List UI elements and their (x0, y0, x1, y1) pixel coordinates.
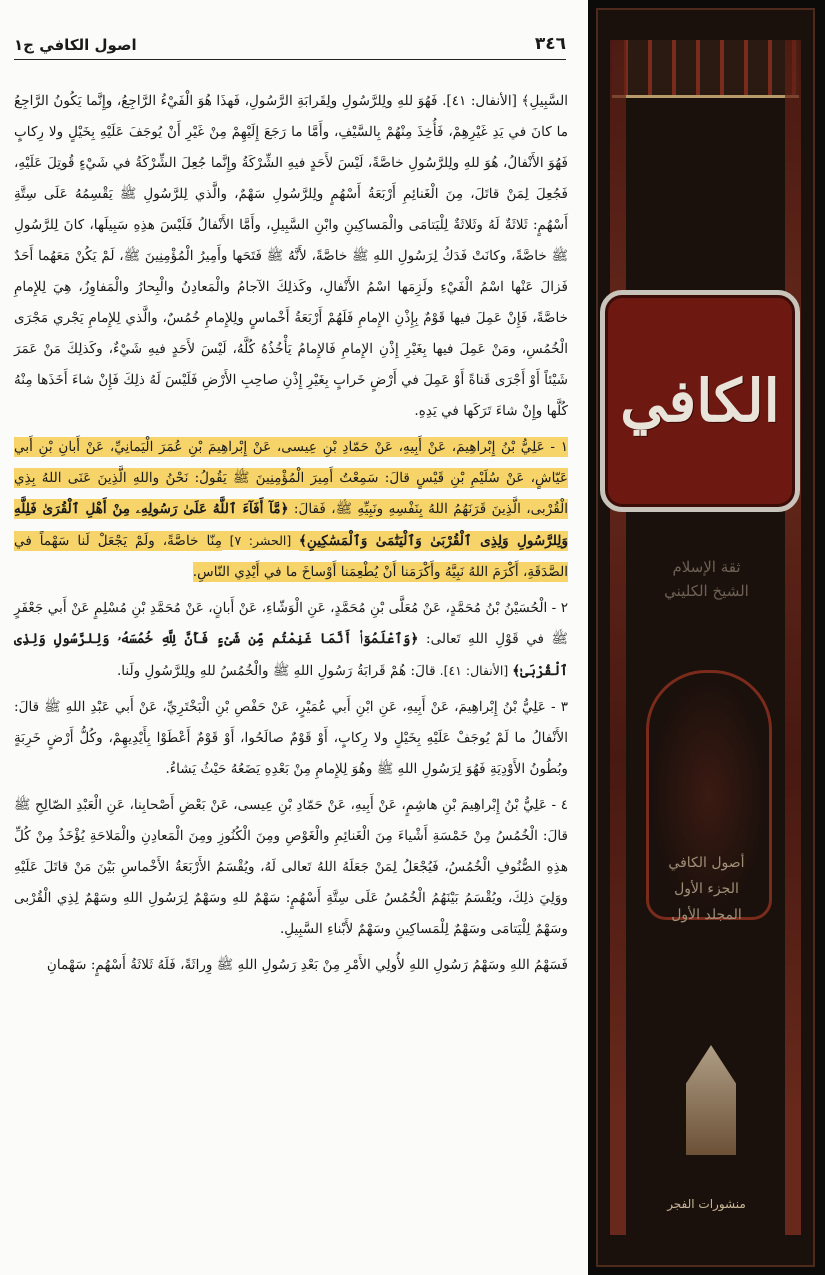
cover-ornament-band (612, 40, 799, 98)
cover-volume-line-2: الجزء الأول (674, 881, 739, 897)
cover-volume-line-1: أصول الكافي (668, 855, 745, 871)
cover-ornament-left (610, 40, 626, 1235)
cover-volume-label (658, 850, 755, 928)
page-body (14, 86, 568, 986)
hadith-1-text: مِنّا خاصَّةً، ولَمْ يَجْعَلْ لَنا سَهْماً في الصَّدَقَةِ، أَكْرَمَ اللهُ نَبِيَّهُ وأَكْرَمَنا أَنْ يُطْعِمَنا أَوْساخَ ما في أَيْدِي النّاسِ. (14, 533, 568, 580)
cover-title-plate (600, 290, 800, 512)
hadith-2 (14, 593, 568, 687)
cover-ornament-right (785, 40, 801, 1235)
hadith-2-text: قالَ: هُمْ قَرابَةُ رَسُولِ اللهِ ﷺ والْخُمُسُ للهِ ولِلرَّسُولِ ولَنا. (116, 663, 436, 679)
hadith-4: ٤ - عَلِيُّ بْنُ إِبْراهِيمَ بْنِ هاشِمٍ، عَنْ أَبِيهِ، عَنْ حَمّادِ بْنِ عِيسى، عَنْ بَعْضِ أَصْحابِنا، عَنِ الْعَبْدِ الصّالِحِ ﷺ قالَ: الْخُمُسُ مِنْ خَمْسَةِ أَشْياءَ مِنَ الْغَنائِمِ والْغَوْصِ ومِنَ الْكُنُوزِ ومِنَ الْمَعادِنِ والْمَلاحَةِ يُؤْخَذُ مِنْ كُلِّ هذِهِ الصُّنُوفِ الْخُمُسُ، فَيُجْعَلُ لِمَنْ جَعَلَهُ اللهُ تَعالى لَهُ، ويُقْسَمُ الأَرْبَعَةُ الأَخْماسِ بَيْنَ مَنْ قاتَلَ عَلَيْهِ ووَلِيَ ذلِكَ، ويُقْسَمُ بَيْنَهُمُ الْخُمُسُ عَلَى سِتَّةِ أَسْهُمٍ: سَهْمٌ للهِ وسَهْمٌ لِرَسُولِ اللهِ وسَهْمٌ لِذِي الْقُرْبى وسَهْمٌ لِلْيَتامَى وسَهْمٌ لِلْمَساكِينِ وسَهْمٌ لأَبْناءِ السَّبِيلِ. (14, 797, 569, 937)
cover-author-line-1: ثقة الإسلام (672, 558, 741, 576)
cover-publisher: منشورات الفجر (667, 1197, 746, 1211)
page-number: ٣٤٦ (534, 34, 566, 54)
cover-volume-line-3: المجلد الأول (671, 907, 742, 923)
hadith-2-quran-verse: ﴿وَٱعْلَمُوٓا۟ أَنَّمَا غَنِمْتُم مِّن شَىْءٍ فَأَنَّ لِلَّهِ خُمُسَهُۥ وَلِلرَّسُولِ وَلِذِى ٱلْقُرْبَىٰ﴾ (14, 631, 568, 679)
running-header (14, 26, 566, 60)
cover-title: الكافي (620, 367, 780, 435)
closing-paragraph: فَسَهْمُ اللهِ وسَهْمُ رَسُولِ اللهِ لأُولِي الأَمْرِ مِنْ بَعْدِ رَسُولِ اللهِ ﷺ وِراثَةً، فَلَهُ ثَلاثَةُ أَسْهُمٍ: سَهْمانِ (46, 957, 568, 973)
hadith-1-chain: ١ - عَلِيُّ بْنُ إِبْراهِيمَ، عَنْ أَبِيهِ، عَنْ حَمّادِ بْنِ عِيسى، عَنْ إِبْراهِيمَ بْنِ عُمَرَ الْيَمانِيِّ، عَنْ أَبانِ بْنِ أَبي عَيّاشٍ، عَنْ سُلَيْمِ بْنِ قَيْسٍ قالَ: سَمِعْتُ أَمِيرَ الْمُؤْمِنِينَ ﷺ يَقُولُ: نَحْنُ واللهِ الَّذِينَ عَنَى اللهُ بِذِي الْقُرْبى، الَّذِينَ قَرَنَهُمُ اللهُ بِنَفْسِهِ ونَبِيِّهِ ﷺ، فَقالَ: (14, 439, 568, 517)
running-book-title: اصول الكافي ج١ (14, 36, 137, 54)
book-cover-image (588, 0, 825, 1275)
hadith-2-verse-ref: [الأنفال: ٤١]. (435, 663, 513, 678)
hadith-3: ٣ - عَلِيُّ بْنُ إِبْراهِيمَ، عَنْ أَبِيهِ، عَنِ ابْنِ أَبي عُمَيْرٍ، عَنْ حَفْصِ بْنِ الْبَخْتَرِيِّ، عَنْ أَبي عَبْدِ اللهِ ﷺ قالَ: الأَنْفالُ ما لَمْ يُوجَفْ عَلَيْهِ بِخَيْلٍ ولا رِكابٍ، أَوْ قَوْمٌ صالَحُوا، أَوْ قَوْمٌ أَعْطَوْا بِأَيْدِيهِمْ، وكُلُّ أَرْضٍ خَرِبَةٍ وبُطُونُ الأَوْدِيَةِ فَهُوَ لِرَسُولِ اللهِ ﷺ وهُوَ لِلإِمامِ مِنْ بَعْدِهِ يَضَعُهُ حَيْثُ يَشاءُ. (14, 699, 568, 777)
cover-author-line-2: الشيخ الكليني (664, 582, 749, 600)
hadith-1-verse-ref: [الحشر: ٧] (221, 533, 299, 548)
intro-paragraph: السَّبِيلِ﴾ [الأنفال: ٤١]. فَهُوَ للهِ ولِلرَّسُولِ ولِقَرابَةِ الرَّسُولِ، فَهذَا هُوَ الْفَيْءُ الرَّاجِعُ، وإِنَّما يَكُونُ الرَّاجِعُ ما كانَ في يَدِ غَيْرِهِمْ، فَأُخِذَ مِنْهُمْ بِالسَّيْفِ، وأَمَّا ما رَجَعَ إِلَيْهِمْ مِنْ غَيْرِ أَنْ يُوجَفَ عَلَيْهِ بِخَيْلٍ ولا رِكابٍ فَهُوَ الأَنْفالُ، هُوَ للهِ ولِلرَّسُولِ خاصَّةً، لَيْسَ لأَحَدٍ فيهِ الشِّرْكَةُ وإِنَّما جُعِلَ الشِّرْكَةُ في شَيْءٍ قُوتِلَ عَلَيْهِ، فَجُعِلَ لِمَنْ قاتَلَ، مِنَ الْغَنائِمِ أَرْبَعَةُ أَسْهُمٍ ولِلرَّسُولِ سَهْمٌ، والَّذي لِلرَّسُولِ ﷺ يَقْسِمُهُ عَلَى سِتَّةِ أَسْهُمٍ: ثَلاثَةٌ لَهُ وثَلاثَةٌ لِلْيَتامَى والْمَساكِينِ وابْنِ السَّبِيلِ، وأَمَّا الأَنْفالُ فَلَيْسَ هذِهِ سَبِيلَها، كانَ لِلرَّسُولِ ﷺ خاصَّةً، وكانَتْ فَدَكُ لِرَسُولِ اللهِ ﷺ خاصَّةً، لأَنَّهُ ﷺ فَتَحَها وأَمِيرُ الْمُؤْمِنِينَ ﷺ، لَمْ يَكُنْ مَعَهُما أَحَدٌ فَزالَ عَنْها اسْمُ الْفَيْءِ ولَزِمَها اسْمُ الأَنْفالِ، وكَذلِكَ الآجامُ والْمَعادِنُ والْبِحارُ والْمَفاوِزُ، هِيَ لِلإِمامِ خاصَّةً، فَإِنْ عَمِلَ فيها قَوْمٌ بِإِذْنِ الإِمامِ فَلَهُمْ أَرْبَعَةُ أَخْماسٍ ولِلإِمامِ خُمُسٌ، والَّذي لِلإِمامِ يَجْري مَجْرَى الْخُمُسِ، ومَنْ عَمِلَ فيها بِغَيْرِ إِذْنِ الإِمامِ فَالإِمامُ يَأْخُذُهُ كُلَّهُ، لَيْسَ لأَحَدٍ فيهِ شَيْءٌ، وكَذلِكَ مَنْ عَمَرَ شَيْئاً أَوْ أَجْرَى قَناةً أَوْ عَمِلَ في أَرْضٍ خَرابٍ بِغَيْرِ إِذْنِ صاحِبِ الأَرْضِ فَلَيْسَ لَهُ ذلِكَ فَإِنْ شاءَ أَخَذَها مِنْهُ كُلَّها وإِنْ شاءَ تَرَكَها في يَدِهِ. (14, 93, 568, 419)
hadith-2-chain: ٢ - الْحُسَيْنُ بْنُ مُحَمَّدٍ، عَنْ مُعَلَّى بْنِ مُحَمَّدٍ، عَنِ الْوَشّاءِ، عَنْ أَبانٍ، عَنْ مُحَمَّدِ بْنِ مُسْلِمٍ عَنْ أَبي جَعْفَرٍ ﷺ في قَوْلِ اللهِ تَعالى: (14, 600, 568, 647)
hadith-1-highlighted (14, 432, 568, 588)
hadith-1-quran-verse: ﴿مَّآ أَفَآءَ ٱللَّهُ عَلَىٰ رَسُولِهِۦ مِنْ أَهْلِ ٱلْقُرَىٰ فَلِلَّهِ وَلِلرَّسُولِ وَلِذِى ٱلْقُرْبَىٰ وَٱلْيَتَٰمَىٰ وَٱلْمَسَٰكِينِ﴾ (14, 501, 569, 549)
cover-author (628, 555, 785, 603)
